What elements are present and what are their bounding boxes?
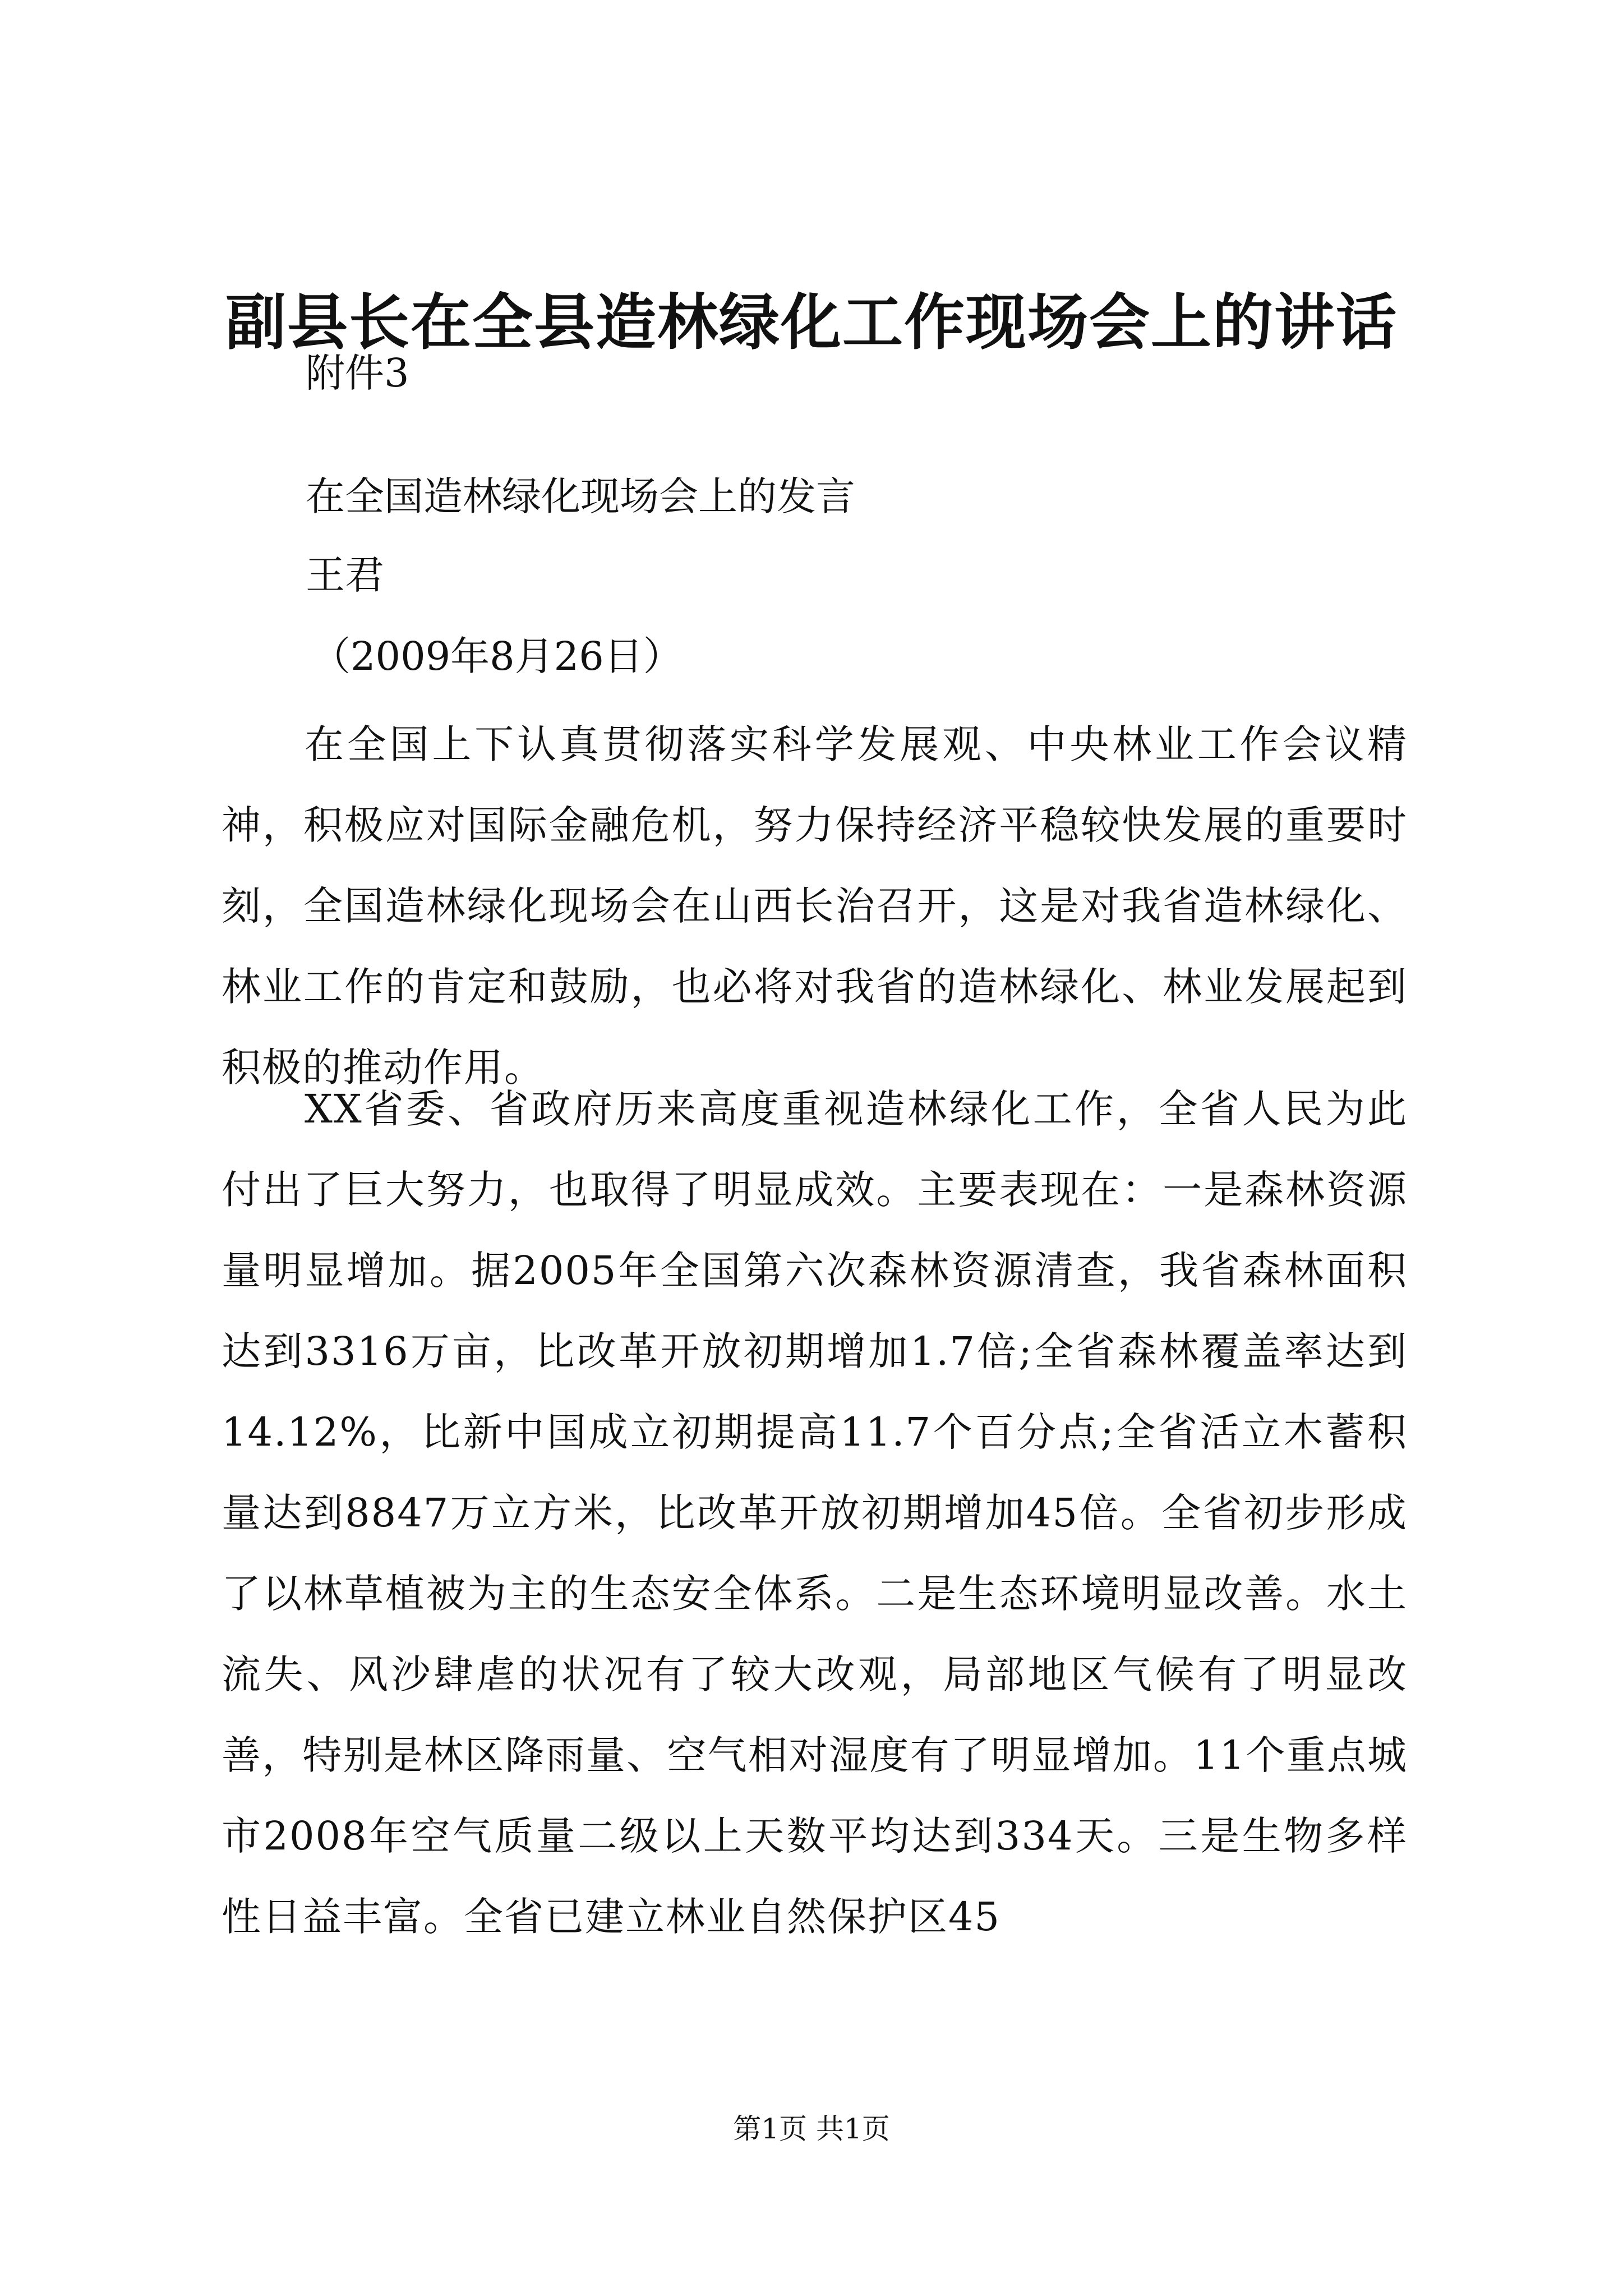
attachment-label: 附件3 <box>306 350 409 396</box>
page-footer: 第1页 共1页 <box>733 2113 890 2145</box>
speaker-name: 王君 <box>306 552 384 598</box>
speech-date: （2009年8月26日） <box>311 633 683 679</box>
body-paragraph: XX省委、省政府历来高度重视造林绿化工作，全省人民为此付出了巨大努力，也取得了明显成效。主要表现在：一是森林资源量明显增加。据2005年全国第六次森林资源清查，我省森林面积达到3316万亩，比改革开放初期增加1.7倍;全省森林覆盖率达到14.12%，比新中国成立初期提高11.7个百分点;全省活立木蓄积量达到8847万立方米，比改革开放初期增加45倍。全省初步形成了以林草植被为主的生态安全体系。二是生态环境明显改善。水土流失、风沙肆虐的状况有了较大改观，局部地区气候有了明显改善，特别是林区降雨量、空气相对湿度有了明显增加。11个重点城市2008年空气质量二级以上天数平均达到334天。三是生物多样性日益丰富。全省已建立林业自然保护区45 <box>222 1086 1408 1940</box>
speech-title: 在全国造林绿化现场会上的发言 <box>306 473 855 519</box>
body-paragraph: 在全国上下认真贯彻落实科学发展观、中央林业工作会议精神，积极应对国际金融危机，努力保持经济平稳较快发展的重要时刻，全国造林绿化现场会在山西长治召开，这是对我省造林绿化、林业工作的肯定和鼓励，也必将对我省的造林绿化、林业发展起到积极的推动作用。 <box>222 721 1408 1091</box>
document-title: 副县长在全县造林绿化工作现场会上的讲话 <box>225 287 1398 358</box>
